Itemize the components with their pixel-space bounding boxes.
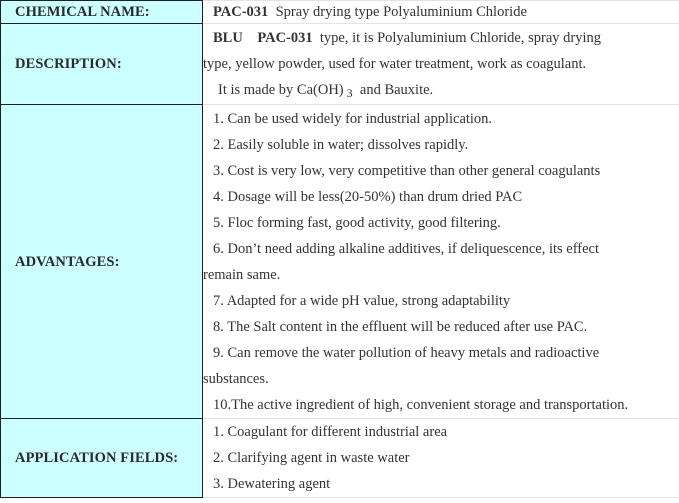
description-line3-post: and Bauxite. bbox=[359, 82, 434, 98]
application-item: 1. Coagulant for different industrial area bbox=[213, 424, 448, 440]
description-label: DESCRIPTION: bbox=[1, 24, 203, 105]
advantage-item-continued: substances. bbox=[203, 370, 269, 387]
chemical-name-value bbox=[203, 1, 679, 24]
advantage-item: 7. Adapted for a wide pH value, strong adaptability bbox=[213, 292, 511, 309]
description-line1-text: type, it is Polyaluminium Chloride, spray drying bbox=[319, 30, 602, 46]
application-fields-value bbox=[203, 419, 679, 498]
row-description bbox=[1, 24, 679, 105]
description-brand: BLU bbox=[213, 30, 243, 46]
advantage-item: 2. Easily soluble in water; dissolves rapidly. bbox=[213, 136, 469, 153]
row-advantages bbox=[1, 105, 679, 419]
advantage-item: 4. Dosage will be less(20-50%) than drum dried PAC bbox=[213, 188, 523, 205]
row-chemical-name bbox=[1, 1, 679, 24]
advantage-item: 1. Can be used widely for industrial application. bbox=[213, 110, 493, 127]
chemical-name-code: PAC-031 bbox=[213, 4, 269, 20]
description-line3-pre: It is made by Ca(OH) bbox=[218, 82, 344, 98]
advantage-item: 10.The active ingredient of high, convenient storage and transportation. bbox=[213, 396, 629, 413]
description-code: PAC-031 bbox=[257, 30, 313, 46]
advantage-item: 9. Can remove the water pollution of heavy metals and radioactive bbox=[213, 344, 600, 361]
description-line2: type, yellow powder, used for water treatment, work as coagulant. bbox=[203, 56, 587, 72]
application-item: 3. Dewatering agent bbox=[213, 476, 331, 492]
application-item: 2. Clarifying agent in waste water bbox=[213, 450, 410, 466]
advantage-item: 8. The Salt content in the effluent will be reduced after use PAC. bbox=[213, 318, 588, 335]
advantage-item: 6. Don’t need adding alkaline additives, if deliquescence, its effect bbox=[213, 240, 599, 257]
advantages-label: ADVANTAGES: bbox=[1, 105, 203, 419]
description-line3-sub: 3 bbox=[346, 86, 353, 100]
advantage-item: 5. Floc forming fast, good activity, good filtering. bbox=[213, 214, 501, 231]
row-application-fields bbox=[1, 419, 679, 498]
advantage-item-continued: remain same. bbox=[203, 266, 281, 283]
advantages-value bbox=[203, 105, 679, 419]
chemical-name-label: CHEMICAL NAME: bbox=[1, 1, 203, 24]
chemical-name-text: Spray drying type Polyaluminium Chloride bbox=[275, 4, 527, 20]
advantage-item: 3. Cost is very low, very competitive than other general coagulants bbox=[213, 162, 601, 179]
description-value bbox=[203, 24, 679, 105]
application-fields-label: APPLICATION FIELDS: bbox=[1, 419, 203, 498]
